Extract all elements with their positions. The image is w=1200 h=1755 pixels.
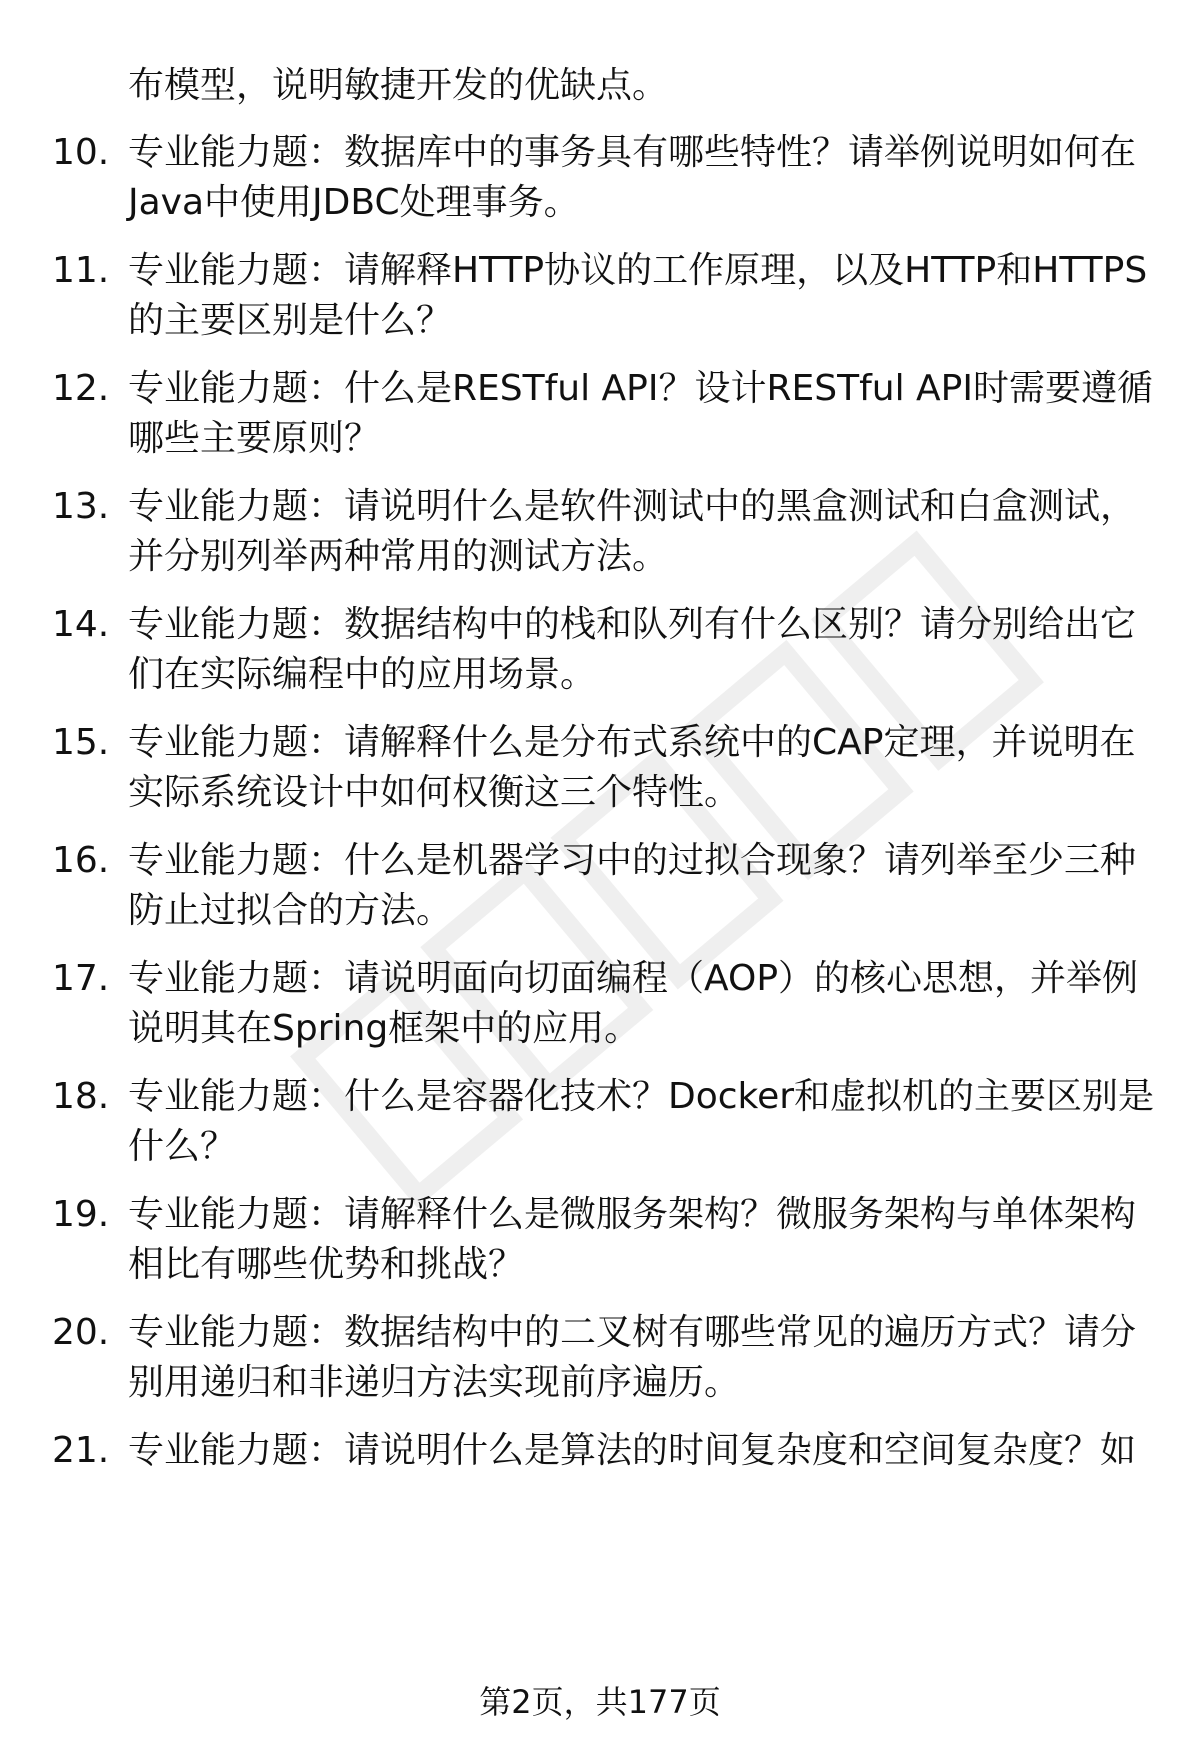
question-number: 10. <box>52 132 110 173</box>
question-text-line-2: 哪些主要原则？ <box>128 418 381 459</box>
question-text-line-2: 防止过拟合的方法。 <box>128 890 453 931</box>
page-footer: 第2页，共177页 <box>479 1683 721 1721</box>
question-text-line-1: 专业能力题：什么是RESTful API？设计RESTful API时需要遵循 <box>128 368 1153 409</box>
question-number: 15. <box>52 722 110 763</box>
question-text-line-1: 专业能力题：请说明什么是软件测试中的黑盒测试和白盒测试， <box>128 486 1137 527</box>
question-text-line-1: 专业能力题：请解释HTTP协议的工作原理，以及HTTP和HTTPS <box>128 250 1148 291</box>
question-text-line-2: 相比有哪些优势和挑战？ <box>128 1244 525 1285</box>
question-text-line-2: 说明其在Spring框架中的应用。 <box>128 1008 641 1049</box>
question-text-line-2: 什么？ <box>128 1126 237 1167</box>
question-text-line-1: 专业能力题：什么是容器化技术？Docker和虚拟机的主要区别是 <box>128 1076 1155 1117</box>
question-text-line-1: 专业能力题：数据库中的事务具有哪些特性？请举例说明如何在 <box>128 132 1137 173</box>
question-text-line-2: 实际系统设计中如何权衡这三个特性。 <box>128 772 741 813</box>
question-number: 11. <box>52 250 110 291</box>
question-number: 20. <box>52 1312 110 1353</box>
question-text-line-2: 的主要区别是什么？ <box>128 300 453 341</box>
question-text-line-1: 专业能力题：请解释什么是分布式系统中的CAP定理，并说明在 <box>128 722 1136 763</box>
question-text-line-1: 专业能力题：请解释什么是微服务架构？微服务架构与单体架构 <box>128 1194 1137 1235</box>
question-number: 18. <box>52 1076 110 1117</box>
question-number: 16. <box>52 840 110 881</box>
continuation-text: 布模型，说明敏捷开发的优缺点。 <box>128 65 669 106</box>
question-number: 14. <box>52 604 110 645</box>
question-number: 12. <box>52 368 110 409</box>
question-number: 19. <box>52 1194 110 1235</box>
question-text-line-2: 们在实际编程中的应用场景。 <box>128 654 597 695</box>
question-number: 13. <box>52 486 110 527</box>
question-text-line-2: 别用递归和非递归方法实现前序遍历。 <box>128 1362 741 1403</box>
question-text-line-1: 专业能力题：数据结构中的二叉树有哪些常见的遍历方式？请分 <box>128 1312 1137 1353</box>
question-number: 21. <box>52 1430 110 1471</box>
question-text-line-1: 专业能力题：数据结构中的栈和队列有什么区别？请分别给出它 <box>128 604 1137 645</box>
question-number: 17. <box>52 958 110 999</box>
question-text-line-1: 专业能力题：什么是机器学习中的过拟合现象？请列举至少三种 <box>128 840 1137 881</box>
question-text-line-2: 并分别列举两种常用的测试方法。 <box>128 536 669 577</box>
question-text-line-1: 专业能力题：请说明面向切面编程（AOP）的核心思想，并举例 <box>128 958 1139 999</box>
question-text-line-1: 专业能力题：请说明什么是算法的时间复杂度和空间复杂度？如 <box>128 1430 1137 1471</box>
question-text-line-2: Java中使用JDBC处理事务。 <box>128 182 580 223</box>
